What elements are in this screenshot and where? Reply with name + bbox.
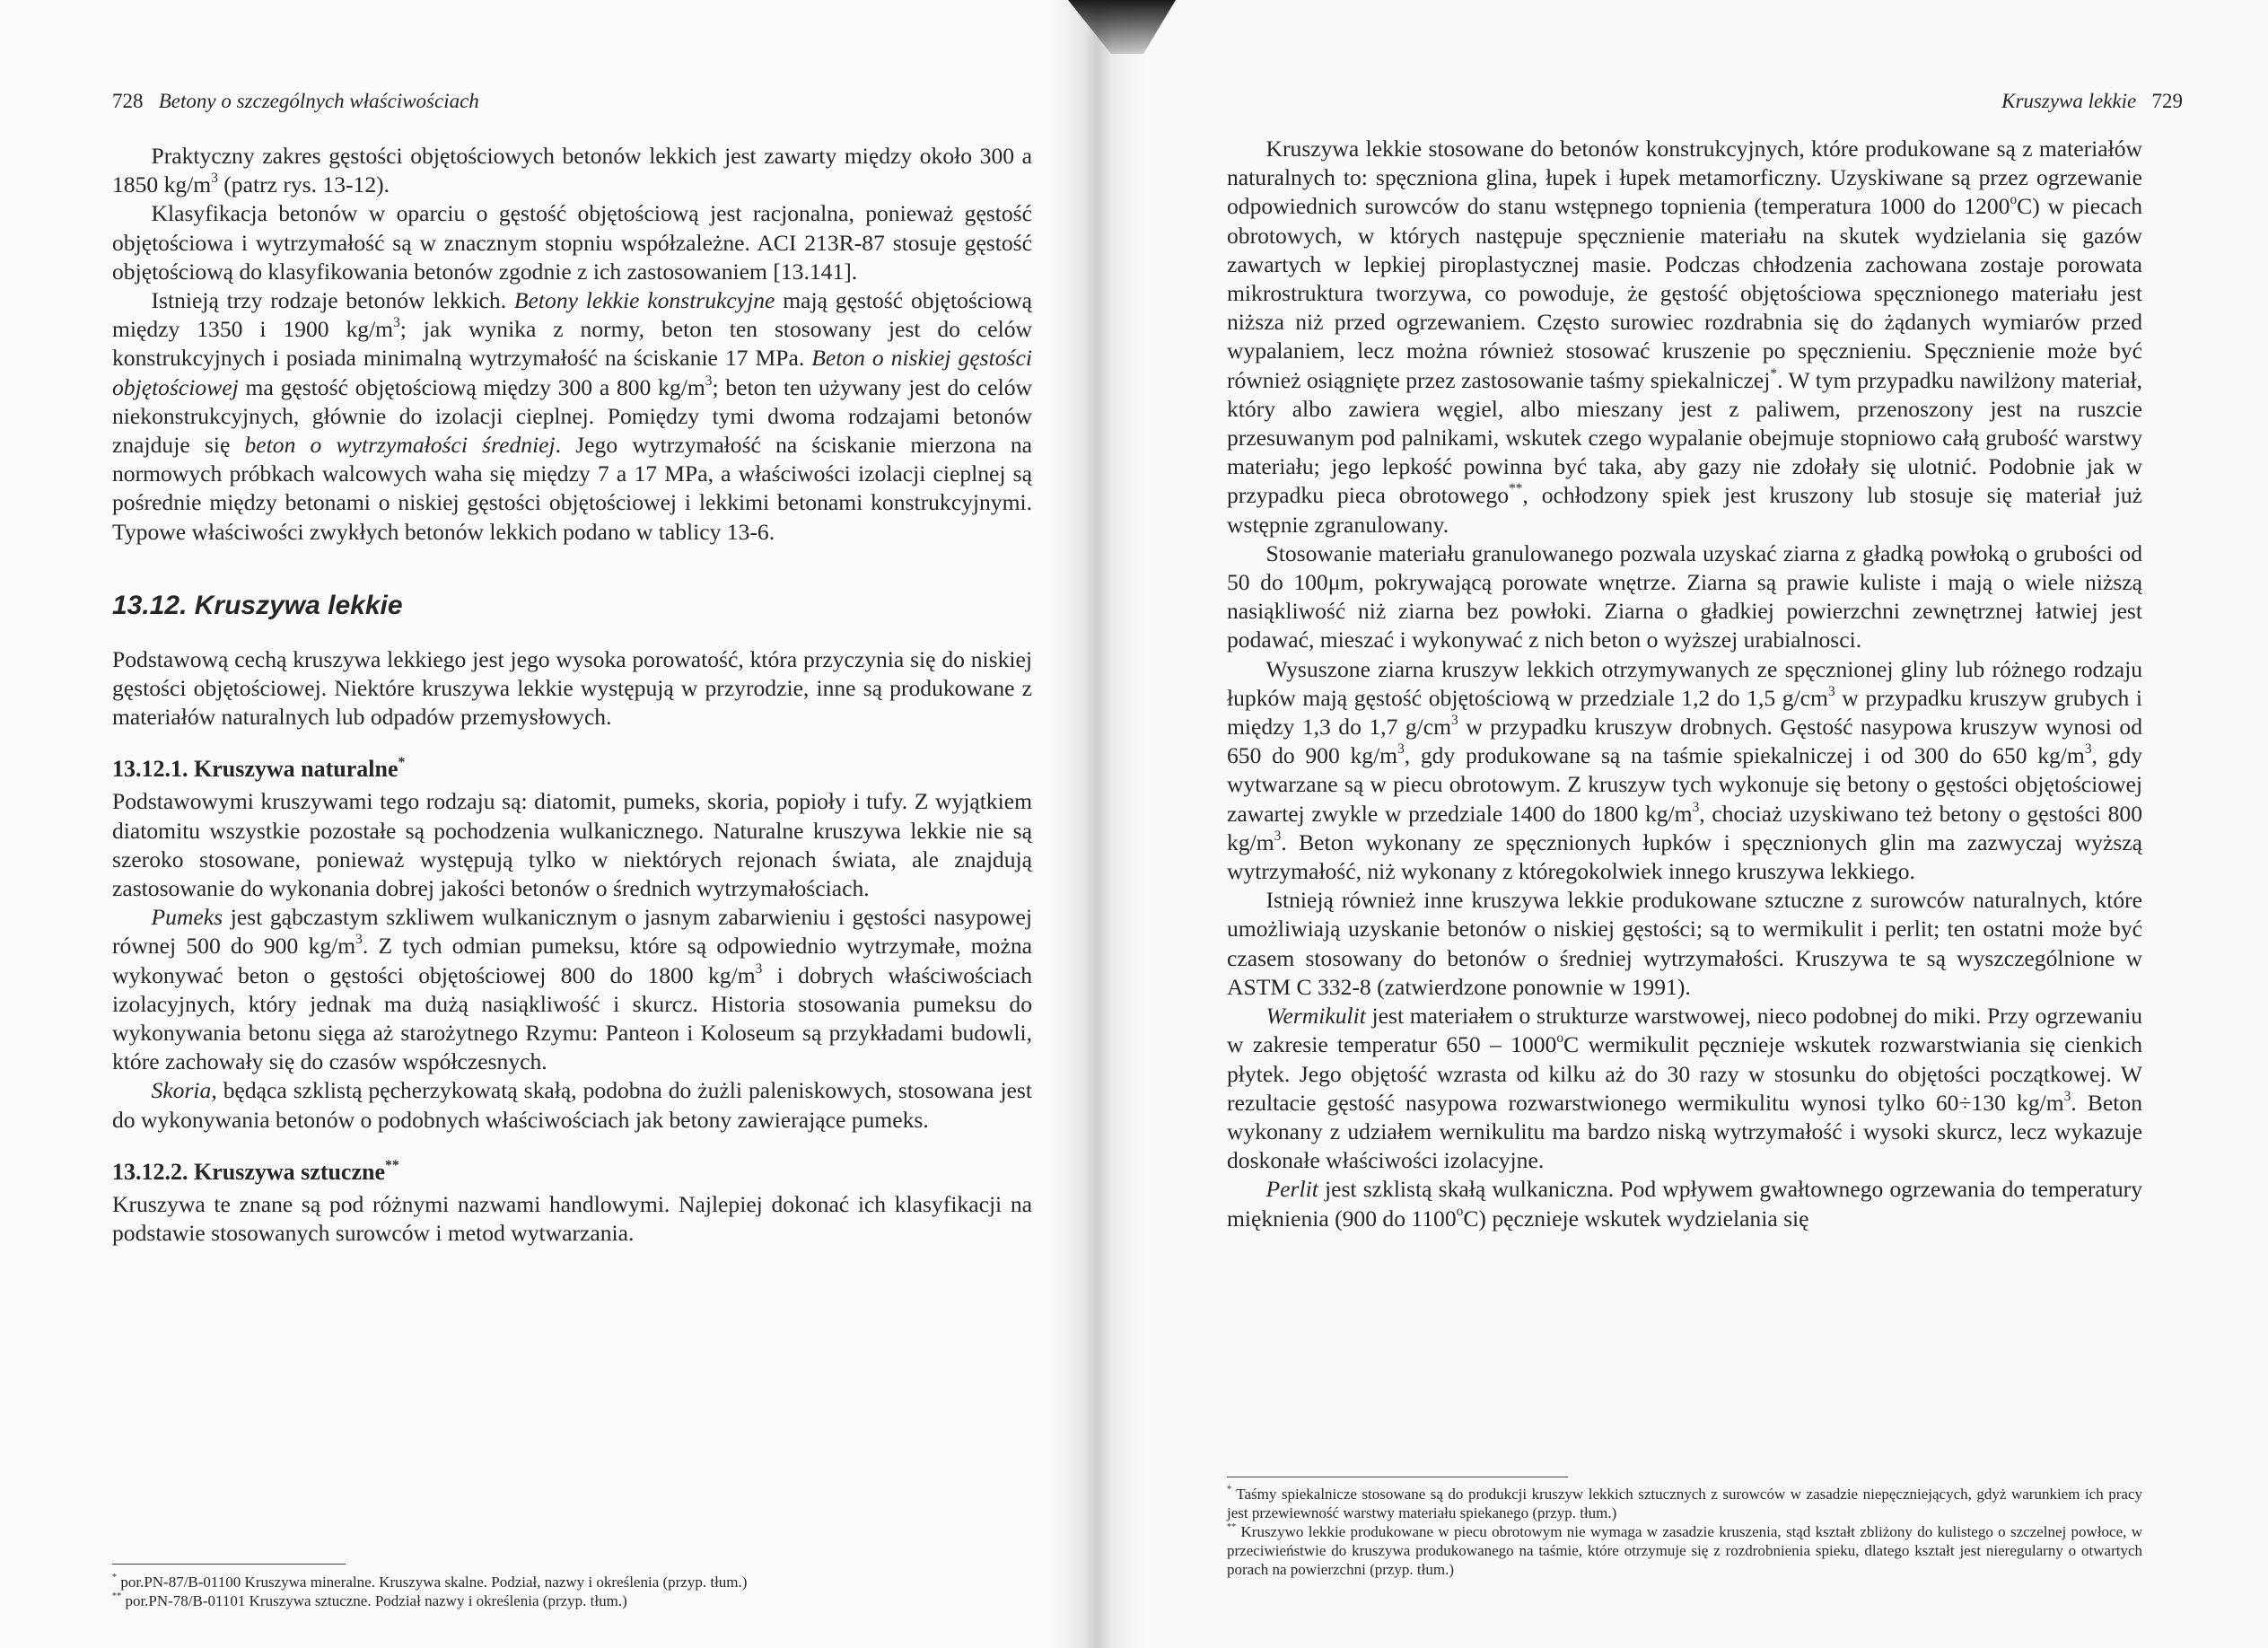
running-title-left: Betony o szczególnych właściwościach (158, 90, 479, 112)
section-intro: Podstawową cechą kruszywa lekkiego jest jego wysoka porowatość, która przyczynia się do niskiej gęstości objętościowej. Niektóre kruszywa lekkie występują w przyrodzie, inne są produkowane z materiałów naturalnych lub odpadów przemysłowych. (112, 645, 1032, 731)
left-running-head (112, 90, 479, 113)
footnote: ** por.PN-78/B-01101 Kruszywa sztuczne. Podział nazwy i określenia (przyp. tłum.) (112, 1591, 627, 1609)
paragraph: Istnieją trzy rodzaje betonów lekkich. Betony lekkie konstrukcyjne mają gęstość objętościową między 1350 i 1900 $kg/m^3$; jak wynika z normy, beton ten stosowany jest do celów konstrukcyjnych i posiada minimalną wytrzymałość na ściskanie 17 MPa. Beton o niskiej gęstości objętościowej ma gęstość objętościową między 300 a 800 $kg/m^3$; beton ten używany jest do celów niekonstrukcyjnych, głównie do izolacji cieplnej. Pomiędzy tymi dwoma rodzajami betonów znajduje się beton o wytrzymałości średniej. Jego wytrzymałość na ściskanie mierzona na normowych próbkach walcowych waha się między 7 a 17 MPa, a właściwości izolacji cieplnej są pośrednie między betonami o niskiej gęstości objętościowej i lekkimi betonami konstrukcyjnymi. Typowe właściwości zwykłych betonów lekkich podano w tablicy 13-6. (112, 287, 1032, 545)
right-body-text (1227, 135, 2142, 1233)
paragraph: Istnieją również inne kruszywa lekkie produkowane sztuczne z surowców naturalnych, które umożliwiają uzyskanie betonów o niskiej gęstości; są to wermikulit i perlit; ten ostatni może być czasem stosowany do betonów o średniej wytrzymałości. Kruszywa te są wyszczególnione w ASTM C 332-8 (zatwierdzone ponownie w 1991). (1227, 887, 2142, 1000)
paragraph: Podstawowymi kruszywami tego rodzaju są: diatomit, pumeks, skoria, popioły i tufy. Z wyjątkiem diatomitu wszystkie pozostałe są pochodzenia wulkanicznego. Naturalne kruszywa lekkie nie są szeroko stosowane, ponieważ występują tylko w niektórych rejonach świata, ale znajdują zastosowanie do wykonania dobrej jakości betonów o średnich wytrzymałościach. (112, 788, 1032, 902)
subsection-heading-artificial: 13.12.2. Kruszywa sztuczne** (112, 1157, 399, 1185)
paragraph: Klasyfikacja betonów w oparciu o gęstość objętościową jest racjonalna, ponieważ gęstość objętościowa i wytrzymałość są w znacznym stopniu współzależne. ACI 213R-87 stosuje gęstość objętościową do klasyfikowania betonów zgodnie z ich zastosowaniem [13.141]. (112, 200, 1032, 285)
page-number-left: 728 (112, 90, 144, 112)
paragraph-skoria: Skoria, będąca szklistą pęcherzykowatą skałą, podobna do żużli paleniskowych, stosowana jest do wykonywania betonów o podobnych właściwościach jak betony zawierające pumeks. (112, 1077, 1032, 1133)
left-page (0, 0, 1090, 1648)
paragraph-pumeks: Pumeks jest gąbczastym szkliwem wulkanicznym o jasnym zabarwieniu i gęstości nasypowej równej 500 do 900 $kg/m^3$. Z tych odmian pumeksu, które są odpowiednio wytrzymałe, można wykonywać beton o gęstości objętościowej 800 do 1800 $kg/m^3$ i dobrych właściwościach izolacyjnych, który jednak ma dużą nasiąkliwość i skurcz. Historia stosowania pumeksu do wykonywania betonu sięga aż starożytnego Rzymu: Panteon i Koloseum są przykładami budowli, które zachowały się do czasów współczesnych. (112, 904, 1032, 1075)
paragraph: Stosowanie materiału granulowanego pozwala uzyskać ziarna z gładką powłoką o grubości od 50 do 100μm, pokrywającą porowate wnętrze. Ziarna są prawie kuliste i mają o wiele niższą nasiąkliwość niż ziarna bez powłoki. Ziarna o gładkiej powierzchni zewnętrznej łatwiej jest podawać, mieszać i wykonywać z nich beton o wyższej urabialnosci. (1227, 539, 2142, 653)
subsection-heading-natural: 13.12.1. Kruszywa naturalne* (112, 755, 406, 783)
right-footnotes (1227, 1485, 2142, 1579)
section-heading: 13.12. Kruszywa lekkie (112, 590, 403, 620)
footnote-rule (112, 1564, 346, 1565)
footnote: ** Kruszywo lekkie produkowane w piecu obrotowym nie wymaga w zasadzie kruszenia, stąd kształt zbliżony do kulistego o szczelnej powłoce, w przeciwieństwie do kruszywa produkowanego na taśmie, które otrzymuje się z rozdrobnienia spieku, dlatego kształt jest nieregularny o otwartych porach na powierzchni (przyp. tłum.) (1227, 1522, 2142, 1578)
paragraph-wermikulit: Wermikulit jest materiałem o strukturze warstwowej, nieco podobnej do miki. Przy ogrzewaniu w zakresie temperatur 650 – 1000$^o$C wermikulit pęcznieje wskutek rozwarstwiania się cienkich płytek. Jego objętość wzrasta od kilku aż do 30 razy w stosunku do objętości początkowej. W rezultacie gęstość nasypowa rozwarstwionego wermikulitu wynosi tylko 60÷130 $kg/m^3$. Beton wykonany z udziałem wernikulitu ma bardzo niską wytrzymałość i wysoki skurcz, lecz wykazuje doskonałe właściwości izolacyjne. (1227, 1003, 2142, 1174)
footnote: * Taśmy spiekalnicze stosowane są do produkcji kruszyw lekkich sztucznych z surowców w zasadzie niepęczniejących, gdyż warunkiem ich pracy jest przewiewność warstwy materiału spiekanego (przyp. tłum.) (1227, 1485, 2142, 1521)
running-title-right: Kruszywa lekkie (2001, 90, 2137, 112)
right-running-head (2001, 90, 2183, 113)
page-number-right: 729 (2151, 90, 2183, 112)
paragraph: Kruszywa lekkie stosowane do betonów konstrukcyjnych, które produkowane są z materiałów naturalnych to: spęczniona glina, łupek i łupek metamorficzny. Uzyskiwane są przez ogrzewanie odpowiednich surowców do stanu wstępnego topnienia (temperatura 1000 do 1200$^o$C) w piecach obrotowych, w których następuje spęcznienie materiału na skutek wydzielania się gazów zawartych w lepkiej piroplastycznej masie. Podczas chłodzenia zachowana zostaje porowata mikrostruktura tworzywa, co powoduje, że gęstość objętościowa spęcznionego materiału jest niższa niż przed ogrzewaniem. Często surowiec rozdrabnia się do żądanych wymiarów przed wypalaniem, lecz można również stosować kruszenie po spęcznieniu. Spęcznienie może być również osiągnięte przez zastosowanie taśmy spiekalniczej*. W tym przypadku nawilżony materiał, który albo zawiera węgiel, albo mieszany jest z paliwem, przenoszony jest na ruszcie przesuwanym pod palnikami, wskutek czego wypalanie obejmuje stopniowo całą grubość warstwy materiału; jego lepkość powinna być taka, aby gazy nie zdołały się ulotnić. Podobnie jak w przypadku pieca obrotowego**, ochłodzony spiek jest kruszony lub stosuje się materiał już wstępnie zgranulowany. (1227, 136, 2142, 538)
footnote: * por.PN-87/B-01100 Kruszywa mineralne. Kruszywa skalne. Podział, nazwy i określenia (przyp. tłum.) (112, 1573, 748, 1591)
paragraph: Kruszywa te znane są pod różnymi nazwami handlowymi. Najlepiej dokonać ich klasyfikacji na podstawie stosowanych surowców i metod wytwarzania. (112, 1190, 1032, 1247)
paragraph: Wysuszone ziarna kruszyw lekkich otrzymywanych ze spęcznionej gliny lub różnego rodzaju łupków mają gęstość objętościową w przedziale 1,2 do 1,5 $g/cm^3$ w przypadku kruszyw grubych i między 1,3 do 1,7 $g/cm^3$ w przypadku kruszyw drobnych. Gęstość nasypowa kruszyw wynosi od 650 do 900 $kg/m^3$, gdy produkowane są na taśmie spiekalniczej i od 300 do 650 $kg/m^3$, gdy wytwarzane są w piecu obrotowym. Z kruszyw tych wykonuje się betony o gęstości objętościowej zawartej zwykle w przedziale 1400 do 1800 $kg/m^3$, chociaż uzyskiwano też betony o gęstości 800 $kg/m^3$. Beton wykonany ze spęcznionych łupków i spęcznionych glin ma zazwyczaj wyższą wytrzymałość, niż wykonany z któregokolwiek innego kruszywa lekkiego. (1227, 655, 2143, 885)
left-body-text (112, 142, 1032, 1248)
paragraph: Praktyczny zakres gęstości objętościowych betonów lekkich jest zawarty między około 300 a 1850 $kg/m^3$ (patrz rys. 13-12). (112, 143, 1032, 198)
paragraph-perlit: Perlit jest szklistą skałą wulkaniczna. Pod wpływem gwałtownego ogrzewania do temperatury mięknienia (900 do 1100$^o$C) pęcznieje wskutek wydzielania się (1227, 1176, 2142, 1232)
left-footnotes (112, 1573, 1010, 1610)
